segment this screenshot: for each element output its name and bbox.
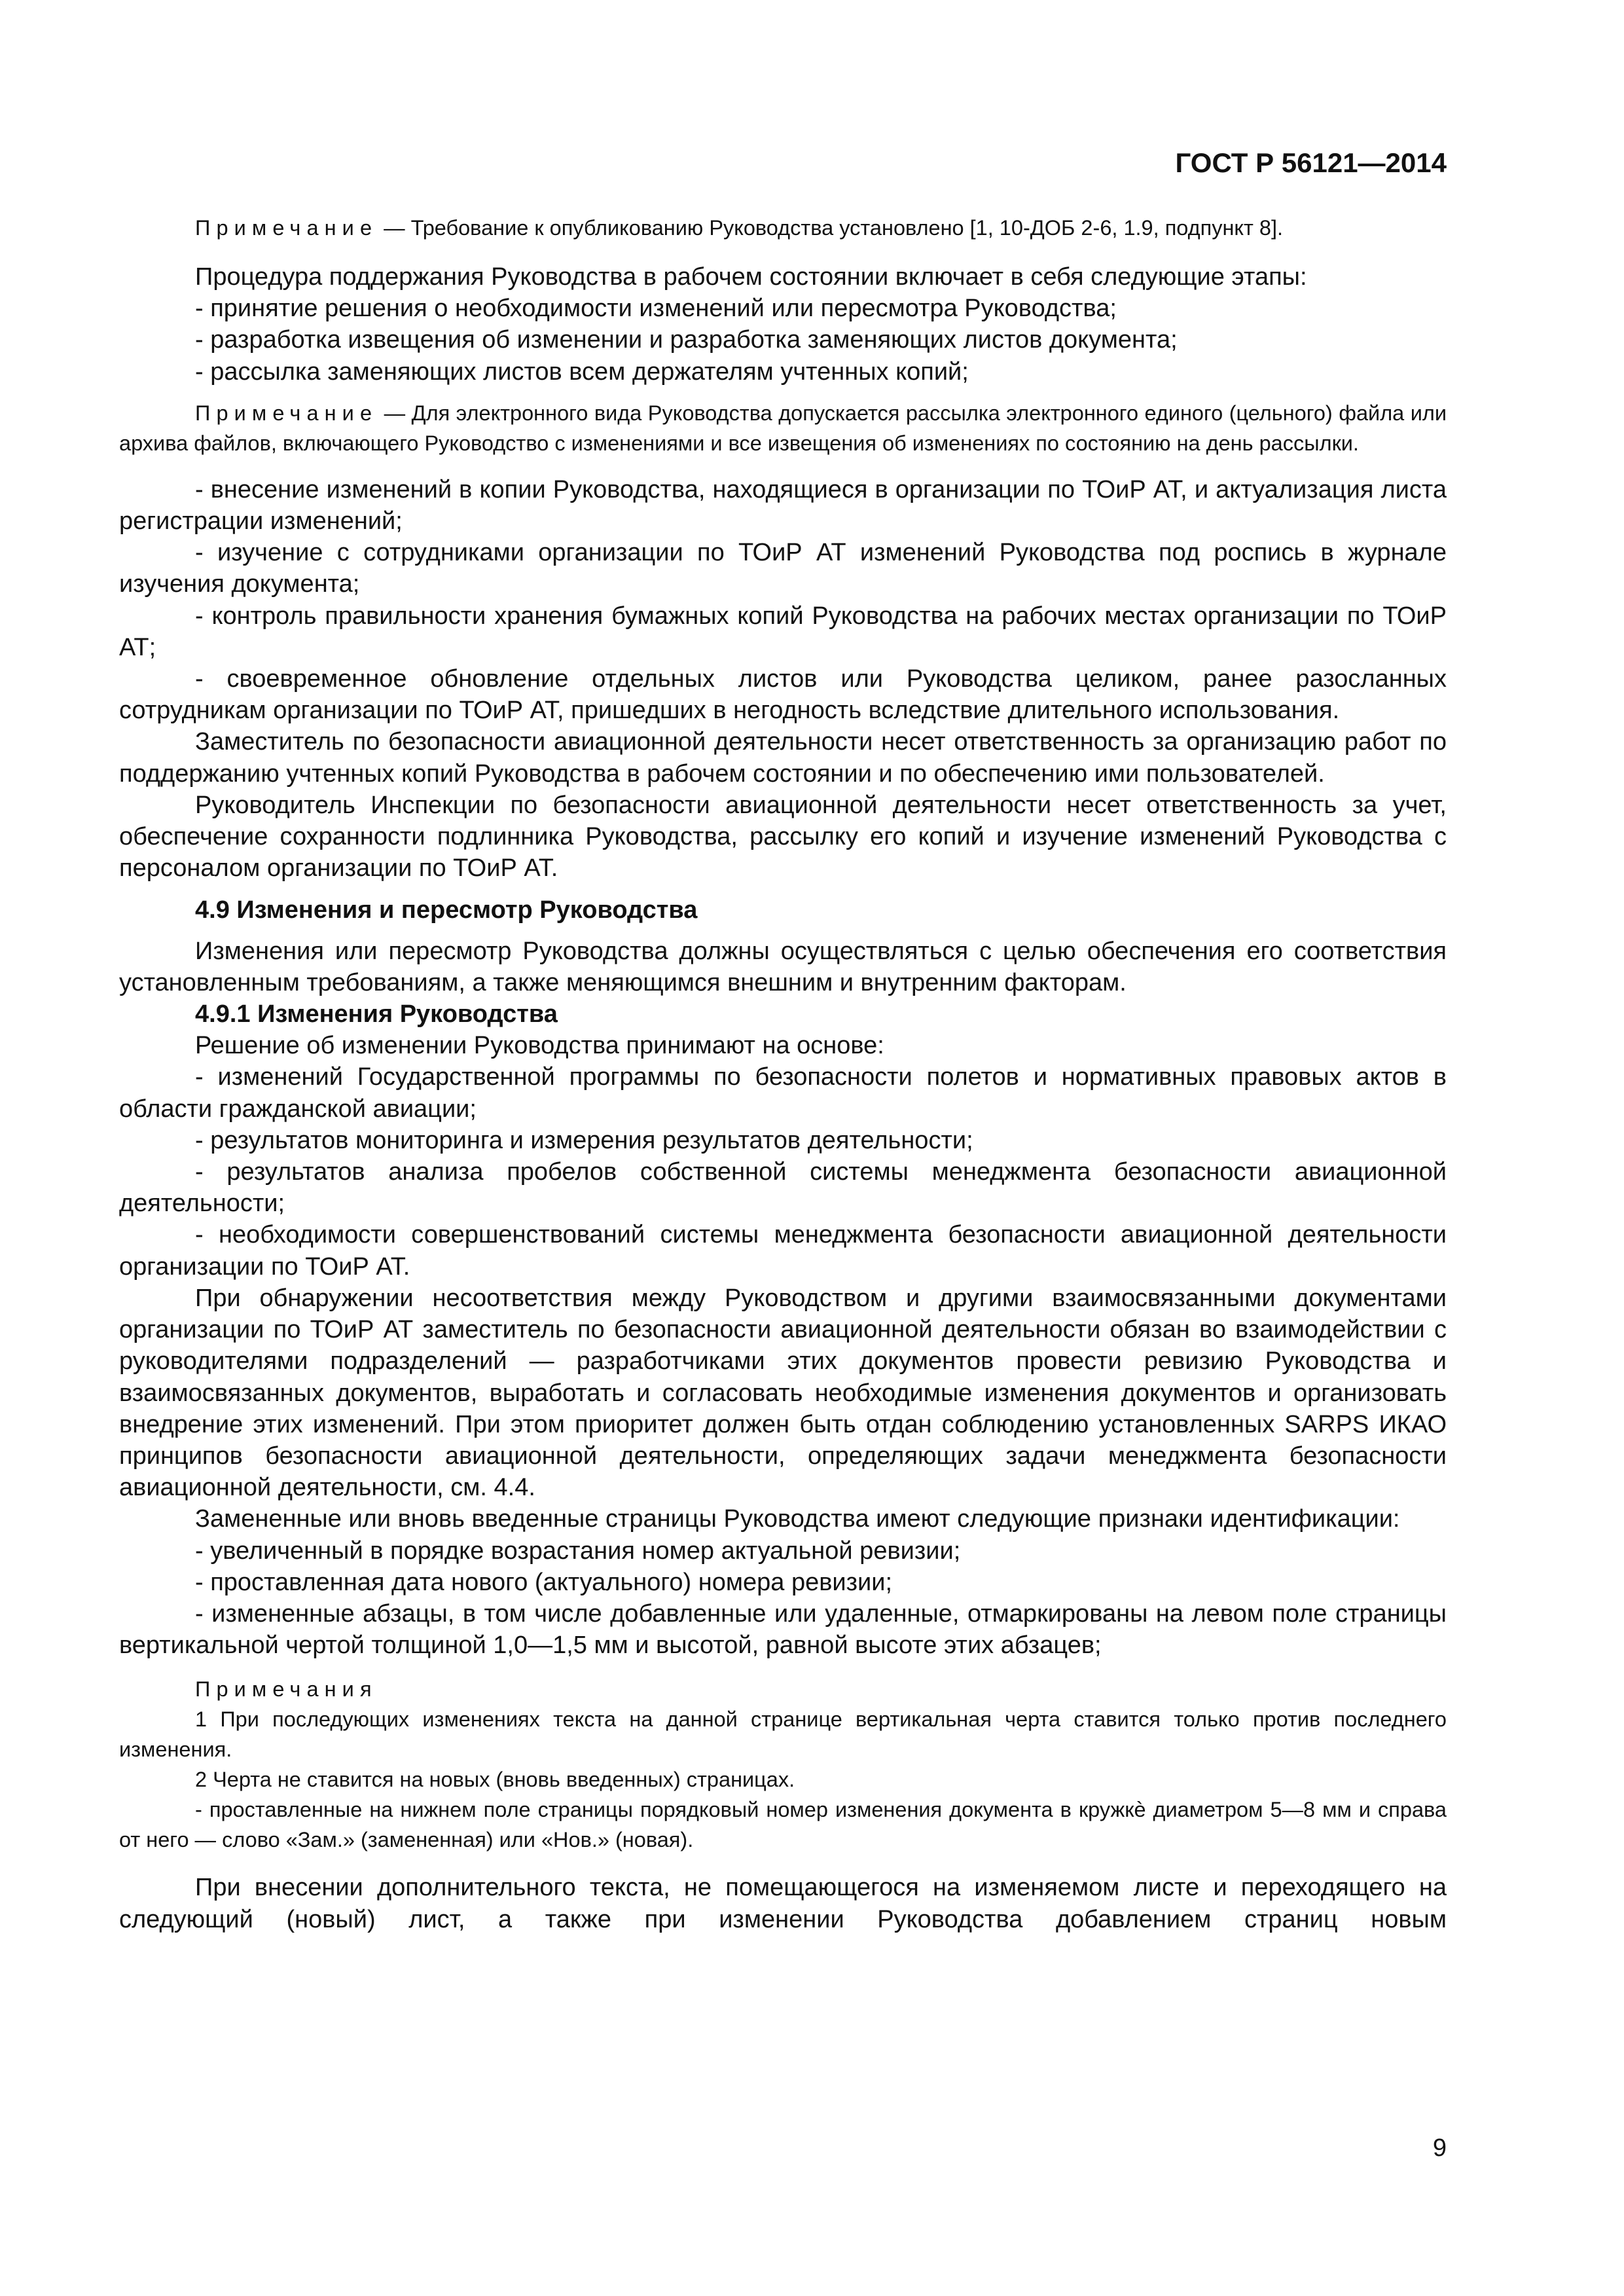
procedure-item: - разработка извещения об изменении и разработка заменяющих листов документа; xyxy=(195,326,1178,354)
procedure-item: - внесение изменений в копии Руководства, находящиеся в организации по ТОиР АТ, и актуализация листа регистрации изменений; xyxy=(119,475,1447,536)
change-basis-item: - изменений Государственной программы по безопасности полетов и нормативных правовых актов в области гражданской авиации; xyxy=(119,1063,1447,1123)
identification-item: - проставленная дата нового (актуального) номера ревизии; xyxy=(195,1568,893,1596)
procedure-intro: Процедура поддержания Руководства в рабочем состоянии включает в себя следующие этапы: xyxy=(195,263,1307,291)
procedure-item: - рассылка заменяющих листов всем держателям учтенных копий; xyxy=(195,357,969,386)
notes-label: Примечания xyxy=(195,1677,378,1702)
notes-block xyxy=(119,1674,1447,1855)
note-item: 1 При последующих изменениях текста на данной странице вертикальная черта ставится только против последнего изменения. xyxy=(119,1707,1447,1762)
identification-item: - измененные абзацы, в том числе добавленные или удаленные, отмаркированы на левом поле страницы вертикальной чертой толщиной 1,0—1,5 мм и высотой, равной высоте этих абзацев; xyxy=(119,1599,1447,1660)
procedure-item: - контроль правильности хранения бумажных копий Руководства на рабочих местах организации по ТОиР АТ; xyxy=(119,602,1447,661)
responsibility-paragraph: Руководитель Инспекции по безопасности авиационной деятельности несет ответственность за учет, обеспечение сохранности подлинника Руководства, рассылку его копий и изучение изменений Руководства с персоналом организации по ТОиР АТ. xyxy=(119,791,1447,883)
section-4-9-intro: Изменения или пересмотр Руководства должны осуществляться с целью обеспечения его соответствия установленным требованиям, а также меняющимся внешним и внутренним факторам. xyxy=(119,937,1447,996)
section-heading-4-9: 4.9 Изменения и пересмотр Руководства xyxy=(195,896,698,924)
additional-text-paragraph: При внесении дополнительного текста, не помещающегося на изменяемом листе и переходящего на следующий (новый) лист, а также при изменении Руководства добавлением страниц новым xyxy=(119,1874,1447,1933)
identification-item: - увеличенный в порядке возрастания номер актуальной ревизии; xyxy=(195,1537,961,1565)
note-label: Примечание xyxy=(195,401,378,425)
page-content xyxy=(119,213,1447,1935)
procedure-item: - изучение с сотрудниками организации по ТОиР АТ изменений Руководства под роспись в журнале изучения документа; xyxy=(119,539,1447,598)
note-item: 2 Черта не ставится на новых (вновь введенных) страницах. xyxy=(195,1768,795,1792)
responsibility-paragraph: Заместитель по безопасности авиационной деятельности несет ответственность за организацию работ по поддержанию учтенных копий Руководства в рабочем состоянии и по обеспечению ими пользователей. xyxy=(119,728,1447,788)
note-label: Примечание xyxy=(195,216,378,240)
procedure-item: - принятие решения о необходимости изменений или пересмотра Руководства; xyxy=(195,295,1117,323)
document-code-header: ГОСТ Р 56121—2014 xyxy=(1175,147,1447,178)
section-heading-4-9-1: 4.9.1 Изменения Руководства xyxy=(195,1000,558,1029)
note-item: - проставленные на нижнем поле страницы порядковый номер изменения документа в кружкѐ диаметром 5—8 мм и справа от него — слово «Зам.» (замененная) или «Нов.» (новая). xyxy=(119,1798,1447,1852)
note-text: — Для электронного вида Руководства допускается рассылка электронного единого (цельного) файла или архива файлов, включающего Руководство с изменениями и все извещения об изменениях по состоянию на день рассылки. xyxy=(119,401,1447,455)
section-4-9-1-intro: Решение об изменении Руководства принимают на основе: xyxy=(195,1032,884,1060)
note-text: — Требование к опубликованию Руководства установлено [1, 10-ДОБ 2-6, 1.9, подпункт 8]. xyxy=(378,216,1284,240)
note-procedure-publication xyxy=(119,213,1447,243)
change-basis-item: - результатов анализа пробелов собственной системы менеджмента безопасности авиационной деятельности; xyxy=(119,1158,1447,1218)
change-basis-item: - результатов мониторинга и измерения результатов деятельности; xyxy=(195,1126,973,1154)
identification-intro: Замененные или вновь введенные страницы Руководства имеют следующие признаки идентификации: xyxy=(195,1505,1400,1533)
change-basis-item: - необходимости совершенствований системы менеджмента безопасности авиационной деятельности организации по ТОиР АТ. xyxy=(119,1221,1447,1281)
procedure-item: - своевременное обновление отдельных листов или Руководства целиком, ранее разосланных сотрудникам организации по ТОиР АТ, пришедших в негодность вследствие длительного использования. xyxy=(119,665,1447,725)
note-electronic-version xyxy=(119,398,1447,458)
inconsistency-paragraph: При обнаружении несоответствия между Руководством и другими взаимосвязанными документами организации по ТОиР АТ заместитель по безопасности авиационной деятельности обязан во взаимодействии с руководителями подразделений — разработчиками этих документов провести ревизию Руководства и взаимосвязанных документов, выработать и согласовать необходимые изменения документов и организовать внедрение этих изменений. При этом приоритет должен быть отдан соблюдению установленных SARPS ИКАО принципов безопасности авиационной деятельности, определяющих задачи менеджмента безопасности авиационной деятельности, см. 4.4. xyxy=(119,1284,1447,1502)
page-number: 9 xyxy=(1432,2134,1447,2162)
